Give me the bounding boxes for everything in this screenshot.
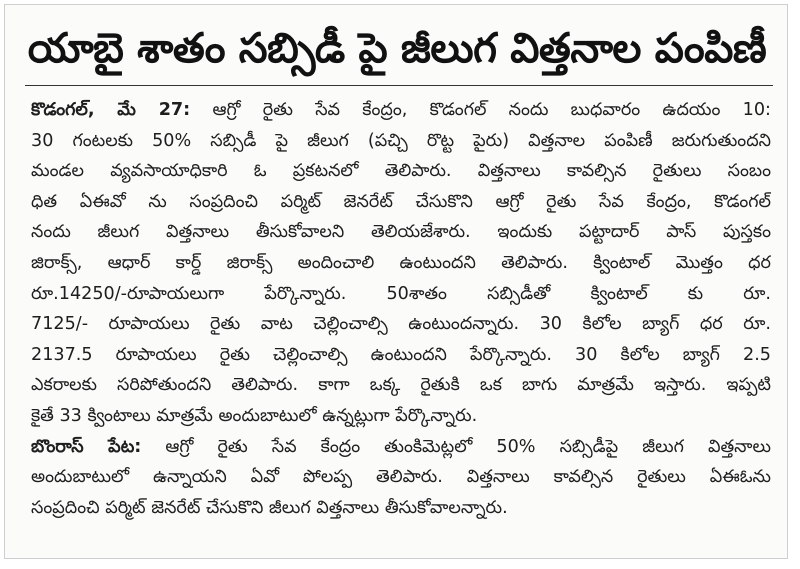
article-body xyxy=(31,95,771,523)
paragraph-1-line-10: ఎకరాలకు సరిపోతుందని తెలిపారు. కాగా ఒక్క రైతుకి ఒక బాగు మాత్రమే ఇస్తారు. ఇప్పటి xyxy=(31,375,771,396)
paragraph-2-line-2: అందుబాటులో ఉన్నాయని ఏవో పోలప్ప తెలిపారు. విత్తనాలు కావల్సిన రైతులు ఏఈఓను xyxy=(31,467,771,488)
paragraph-2-line-3: సంప్రదించి పర్మిట్ జెనరేట్ చేసుకొని జీలుగ విత్తనాలు తీసుకోవాలన్నారు. xyxy=(31,497,508,518)
paragraph-2-line-1-text: ఆగ్రో రైతు సేవ కేంద్రం తుంకిమెట్లలో 50% సబ్సిడీపై జీలుగ విత్తనాలు xyxy=(141,436,771,457)
paragraph-1-line-3: మండల వ్యవసాయాధికారి ఓ ప్రకటనలో తెలిపారు. విత్తనాలు కావల్సిన రైతులు సంబం xyxy=(31,161,771,182)
paragraph-1-line-2: 30 గంటలకు 50% సబ్సిడీ పై జీలుగ (పచ్చి రొట్ట పైరు) విత్తనాల పంపిణీ జరుగుతుందని xyxy=(31,130,771,151)
paragraph-1-line-8: 7125/- రూపాయలు రైతు వాట చెల్లించాల్సి ఉంటుందన్నారు. 30 కిలోల బ్యాగ్ ధర రూ. xyxy=(31,314,771,335)
placename: బొంరాస్ పేట: xyxy=(31,436,142,457)
headline: యాబై శాతం సబ్సిడీ పై జీలుగ విత్తనాల పంపిణీ xyxy=(27,24,767,72)
paragraph-1-line-7: రూ.14250/-రూపాయలుగా పేర్కొన్నారు. 50శాతం సబ్సిడీతో క్వింటాల్ కు రూ. xyxy=(31,283,771,304)
paragraph-1-line-1-text: ఆగ్రో రైతు సేవ కేంద్రం, కొడంగల్ నందు బుధవారం ఉదయం 10: xyxy=(190,100,771,120)
paragraph-1-line-1 xyxy=(31,95,771,126)
paragraph-2-line-1 xyxy=(31,432,771,463)
paragraph-1-line-9: 2137.5 రూపాయలు రైతు చెల్లించాల్సి ఉంటుందని పేర్కొన్నారు. 30 కిలోల బ్యాగ్ 2.5 xyxy=(31,344,771,365)
paragraph-1-line-5: నందు జీలుగ విత్తనాలు తీసుకోవాలని తెలియజేశారు. ఇందుకు పట్టాదార్ పాస్ పుస్తకం xyxy=(31,222,771,243)
dateline: కొడంగల్, మే 27: xyxy=(31,100,191,120)
headline-divider xyxy=(25,85,773,86)
paragraph-1-line-11: కైతే 33 క్వింటాలు మాత్రమే అందుబాటులో ఉన్నట్లుగా పేర్కొన్నారు. xyxy=(31,405,478,426)
paragraph-1-line-6: జిరాక్స్, ఆధార్ కార్డ్ జిరాక్స్ అందించాలి ఉంటుందని తెలిపారు. క్వింటాల్ మొత్తం ధర xyxy=(31,252,771,273)
news-clipping xyxy=(4,4,788,559)
paragraph-1-line-4: ధిత ఏఈవో ను సంప్రదించి పర్మిట్ జెనరేట్ చేసుకొని ఆగ్రో రైతు సేవ కేంద్రం, కొడంగల్ xyxy=(31,191,771,212)
